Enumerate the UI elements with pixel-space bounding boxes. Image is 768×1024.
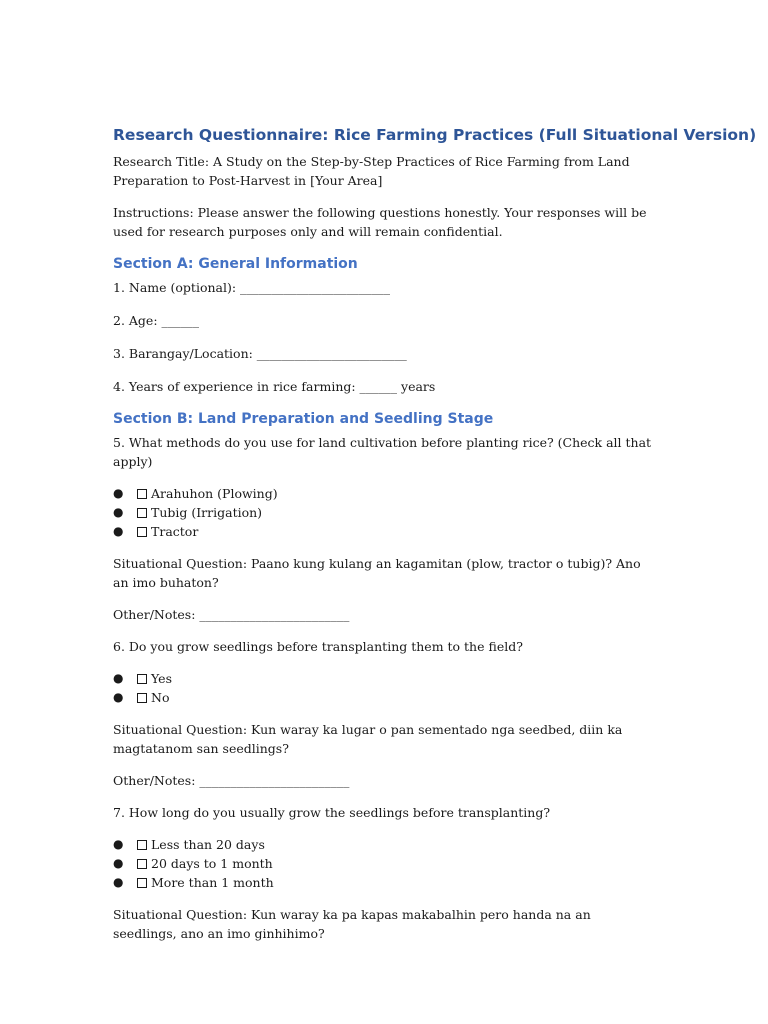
question-6-notes: Other/Notes: ________________________	[113, 773, 350, 788]
document-title: Research Questionnaire: Rice Farming Practices (Full Situational Version)	[113, 126, 757, 144]
option-tubig	[113, 503, 653, 522]
option-label: Less than 20 days	[151, 837, 265, 852]
question-5-options	[113, 484, 653, 541]
bullet-icon: ●	[113, 524, 124, 538]
option-label: Yes	[151, 671, 172, 686]
question-5: 5. What methods do you use for land cultivation before planting rice? (Check all that apply)	[113, 435, 652, 469]
question-7-situational: Situational Question: Kun waray ka pa kapas makabalhin pero handa na an seedlings, ano an imo ginhihimo?	[113, 907, 591, 941]
question-7-options	[113, 835, 653, 892]
option-yes	[113, 669, 653, 688]
option-arahuhon	[113, 484, 653, 503]
bullet-icon: ●	[113, 856, 124, 870]
checkbox-icon[interactable]	[137, 527, 147, 537]
document-page	[113, 124, 757, 943]
bullet-icon: ●	[113, 505, 124, 519]
option-more-than-1-month	[113, 873, 653, 892]
question-2-age: 2. Age: ______	[113, 313, 200, 328]
question-6: 6. Do you grow seedlings before transplanting them to the field?	[113, 639, 523, 654]
option-20-days-to-1-month	[113, 854, 653, 873]
question-6-situational: Situational Question: Kun waray ka lugar o pan sementado nga seedbed, diin ka magtatanom san seedlings?	[113, 722, 623, 756]
checkbox-icon[interactable]	[137, 693, 147, 703]
option-label: No	[151, 690, 170, 705]
research-title: Research Title: A Study on the Step-by-Step Practices of Rice Farming from Land Preparation to Post-Harvest in [Your Area]	[113, 154, 630, 188]
option-less-than-20-days	[113, 835, 653, 854]
question-5-notes: Other/Notes: ________________________	[113, 607, 350, 622]
question-6-options	[113, 669, 653, 707]
option-label: Tractor	[151, 524, 199, 539]
question-7: 7. How long do you usually grow the seedlings before transplanting?	[113, 805, 551, 820]
checkbox-icon[interactable]	[137, 508, 147, 518]
question-1-name: 1. Name (optional): ________________________	[113, 280, 391, 295]
option-no	[113, 688, 653, 707]
bullet-icon: ●	[113, 671, 124, 685]
bullet-icon: ●	[113, 875, 124, 889]
question-3-location: 3. Barangay/Location: ________________________	[113, 346, 407, 361]
section-a-heading: Section A: General Information	[113, 256, 358, 272]
option-label: Arahuhon (Plowing)	[151, 486, 278, 501]
question-4-experience: 4. Years of experience in rice farming: ______ years	[113, 379, 436, 394]
checkbox-icon[interactable]	[137, 674, 147, 684]
option-tractor	[113, 522, 653, 541]
checkbox-icon[interactable]	[137, 859, 147, 869]
checkbox-icon[interactable]	[137, 878, 147, 888]
bullet-icon: ●	[113, 690, 124, 704]
question-5-situational: Situational Question: Paano kung kulang an kagamitan (plow, tractor o tubig)? Ano an imo buhaton?	[113, 556, 641, 590]
option-label: More than 1 month	[151, 875, 274, 890]
bullet-icon: ●	[113, 486, 124, 500]
bullet-icon: ●	[113, 837, 124, 851]
checkbox-icon[interactable]	[137, 489, 147, 499]
option-label: 20 days to 1 month	[151, 856, 273, 871]
section-b-heading: Section B: Land Preparation and Seedling Stage	[113, 411, 494, 427]
instructions: Instructions: Please answer the following questions honestly. Your responses will be used for research purposes only and will remain confidential.	[113, 205, 647, 239]
option-label: Tubig (Irrigation)	[151, 505, 263, 520]
checkbox-icon[interactable]	[137, 840, 147, 850]
